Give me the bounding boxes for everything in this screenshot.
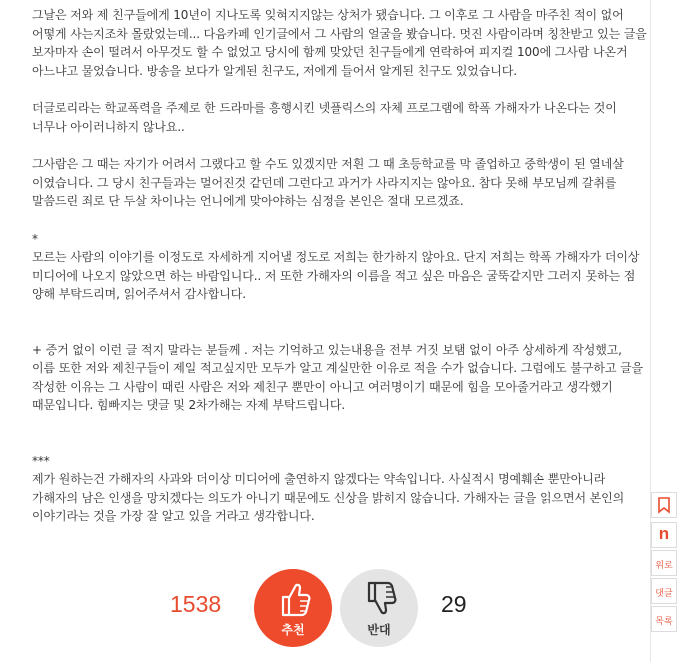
bookmark-icon [652, 493, 676, 517]
scroll-top-label: 위로 [655, 561, 673, 571]
paragraph: 모르는 사람의 이야기를 이정도로 자세하게 지어낼 정도로 저희는 한가하지 않아요. 단지 저희는 학폭 가해자가 더이상 미디어에 나오지 않았으면 하는 바람입니다.. 저 또한 가해자의 이름을 적고 싶은 마음은 굴뚝같지만 그러지 못하는 점 양해 부탁드리며, 읽어주셔서 감사합니다. [32, 250, 640, 301]
recommend-button[interactable] [254, 569, 332, 647]
bookmark-button[interactable] [651, 492, 677, 518]
paragraph: 제가 원하는건 가해자의 사과와 더이상 미디어에 출연하지 않겠다는 약속입니다. 사실적시 명예훼손 뿐만아니라 가해자의 남은 인생을 망치겠다는 의도가 아니기 때문에도 신상을 밝히지 않습니다. 가해자는 글을 읽으면서 본인의 이야기라는 것을 가장 잘 알고 있을 거라고 생각합니다. [32, 472, 625, 523]
recommend-label: 추천 [281, 623, 305, 637]
vote-panel [0, 565, 655, 655]
scroll-top-button[interactable] [651, 550, 677, 576]
thumbs-down-icon [361, 579, 397, 619]
oppose-count: 29 [441, 591, 467, 617]
article-text [32, 6, 648, 526]
comments-button[interactable] [651, 578, 677, 604]
list-button[interactable] [651, 606, 677, 632]
paragraph: 그날은 저와 제 친구들에게 10년이 지나도록 잊혀지지않는 상처가 됐습니다. 그 이후로 그 사람을 마주친 적이 없어 어떻게 사는지조차 몰랐었는데... 다음카페 인기글에서 그 사람의 얼굴을 봤습니다. 멋진 사람이라며 칭찬받고 있는 글을 보자마자 손이 떨려서 아무것도 할 수 없었고 당시에 함께 맞았던 친구들에게 연락하여 피지컬 100에 그사람 나온거 아느냐고 물었습니다. 방송을 보다가 알게된 친구도, 저에게 들어서 알게된 친구도 있었습니다. [32, 8, 647, 78]
oppose-label: 반대 [367, 623, 391, 637]
paragraph: 더글로리라는 학교폭력을 주제로 한 드라마를 흥행시킨 넷플릭스의 자체 프로그램에 학폭 가해자가 나온다는 것이 너무나 아이러니하지 않나요.. [32, 101, 617, 134]
thumbs-up-icon [275, 579, 311, 619]
comments-label: 댓글 [655, 589, 673, 599]
paragraph: + 증거 없이 이런 글 적지 말라는 분들께 . 저는 기억하고 있는내용을 전부 거짓 보탬 없이 아주 상세하게 작성했고, 이름 또한 저와 제친구들이 제일 적고싶지만 모두가 알고 계실만한 이유로 적을 수가 없습니다. 그럼에도 불구하고 글을 작성한 이유는 그 사람이 때린 사람은 저와 제친구 뿐만이 아니고 여러명이기 때문에 힘을 모아줄거라고 생각했기 때문입니다. 힘빠지는 댓글 및 2차가해는 자제 부탁드립니다. [32, 342, 644, 412]
oppose-button[interactable] [340, 569, 418, 647]
separator-mark: *** [32, 453, 50, 468]
nate-logo-button[interactable] [651, 522, 677, 548]
recommend-count: 1538 [170, 591, 222, 617]
list-label: 목록 [655, 617, 673, 627]
nate-logo-icon: n [658, 524, 670, 543]
paragraph: 그사람은 그 때는 자기가 어려서 그랬다고 할 수도 있겠지만 저흰 그 때 초등학교를 막 졸업하고 중학생이 된 열네살 이였습니다. 그 당시 친구들과는 멀어진것 같던데 그런다고 과거가 사라지지는 않아요. 참다 못해 부모님께 갈취를 말씀드린 죄로 단 두살 차이나는 언니에게 맞아야하는 심정을 본인은 절대 모르겠죠. [32, 157, 624, 208]
separator-mark: * [32, 231, 38, 246]
